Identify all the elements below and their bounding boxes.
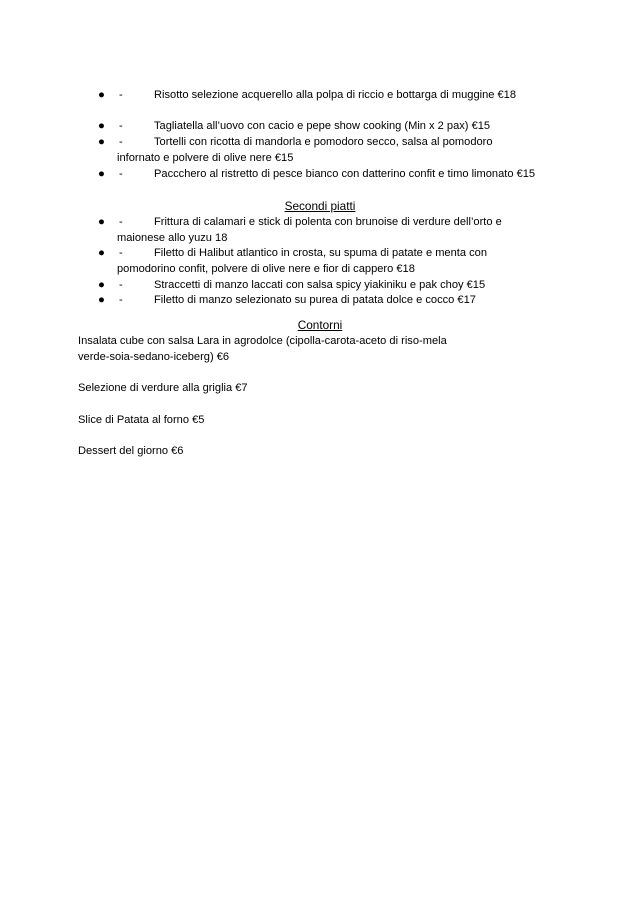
contorni-item-line: Insalata cube con salsa Lara in agrodolce (cipolla-carota-aceto di riso-mela xyxy=(78,335,447,348)
contorni-item-line-wrap: verde-soia-sedano-iceberg) €6 xyxy=(78,350,230,363)
contorni-item xyxy=(72,413,640,429)
contorni-item-line: Selezione di verdure alla griglia €7 xyxy=(78,382,248,395)
menu-item-text xyxy=(117,135,640,166)
dash-icon: - xyxy=(119,136,123,149)
menu-list-item xyxy=(72,246,640,277)
menu-item-line: Paccchero al ristretto di pesce bianco con datterino confit e timo limonato €15 xyxy=(154,167,536,180)
menu-item-text xyxy=(117,215,640,246)
bullet-icon: ● xyxy=(98,136,105,149)
bullet-icon: ● xyxy=(98,89,105,101)
dash-icon: - xyxy=(119,278,123,291)
menu-list-item xyxy=(72,293,640,309)
menu-item-text xyxy=(117,278,640,294)
contorni-item xyxy=(72,381,640,397)
menu-item-line: Risotto selezione acquerello alla polpa di riccio e bottarga di muggine €18 xyxy=(154,89,517,101)
bullet-icon: ● xyxy=(98,120,105,133)
document-body xyxy=(0,88,640,460)
menu-item-line-wrap: pomodorino confit, polvere di olive nere e fior di cappero €18 xyxy=(117,263,415,275)
section-heading-text: Secondi piatti xyxy=(284,198,356,213)
blank-line xyxy=(72,366,640,382)
menu-item-line: Filetto di manzo selezionato su purea di patata dolce e cocco €17 xyxy=(154,294,476,307)
menu-item-text xyxy=(117,88,640,104)
contorni-item-line: Slice di Patata al forno €5 xyxy=(78,413,205,426)
dessert-item xyxy=(72,444,640,460)
menu-list-item xyxy=(72,135,640,166)
dessert-item-line: Dessert del giorno €6 xyxy=(78,444,184,457)
bullet-icon: ● xyxy=(98,247,105,260)
menu-item-line: Tagliatella all’uovo con cacio e pepe show cooking (Min x 2 pax) €15 xyxy=(154,120,491,133)
blank-line xyxy=(0,309,640,317)
dash-icon: - xyxy=(119,120,123,133)
menu-item-text xyxy=(117,246,640,277)
menu-list-item xyxy=(72,215,640,246)
blank-line xyxy=(0,182,640,198)
primi-piatti-list xyxy=(0,88,640,182)
bullet-icon: ● xyxy=(98,278,105,291)
menu-list-item xyxy=(72,167,640,183)
contorni-item xyxy=(72,334,640,365)
blank-line xyxy=(72,428,640,444)
menu-item-text xyxy=(117,167,640,183)
menu-item-line: Straccetti di manzo laccati con salsa spicy yiakiniku e pak choy €15 xyxy=(154,278,486,291)
menu-item-line-wrap: infornato e polvere di olive nere €15 xyxy=(117,151,294,164)
section-heading-contorni xyxy=(0,317,640,334)
dash-icon: - xyxy=(119,167,123,180)
secondi-piatti-list xyxy=(0,215,640,309)
menu-item-line-wrap: maionese allo yuzu 18 xyxy=(117,231,228,244)
dash-icon: - xyxy=(119,247,123,260)
menu-list-item xyxy=(72,278,640,294)
bullet-icon: ● xyxy=(98,167,105,180)
menu-list-item xyxy=(72,88,640,104)
dash-icon: - xyxy=(119,89,123,101)
bullet-icon: ● xyxy=(98,294,105,307)
menu-item-line: Tortelli con ricotta di mandorla e pomodoro secco, salsa al pomodoro xyxy=(154,136,493,149)
menu-item-text xyxy=(117,293,640,309)
section-heading-text: Contorni xyxy=(297,318,343,333)
dash-icon: - xyxy=(119,215,123,228)
bullet-icon: ● xyxy=(98,215,105,228)
section-heading-secondi-piatti xyxy=(0,198,640,215)
contorni-list xyxy=(0,334,640,460)
menu-list-item xyxy=(72,119,640,135)
blank-line xyxy=(72,397,640,413)
menu-item-line: Filetto di Halibut atlantico in crosta, su spuma di patate e menta con xyxy=(154,247,487,260)
menu-item-line: Frittura di calamari e stick di polenta con brunoise di verdure dell’orto e xyxy=(154,215,502,228)
menu-item-text xyxy=(117,119,640,135)
blank-line xyxy=(72,104,640,120)
dash-icon: - xyxy=(119,294,123,307)
